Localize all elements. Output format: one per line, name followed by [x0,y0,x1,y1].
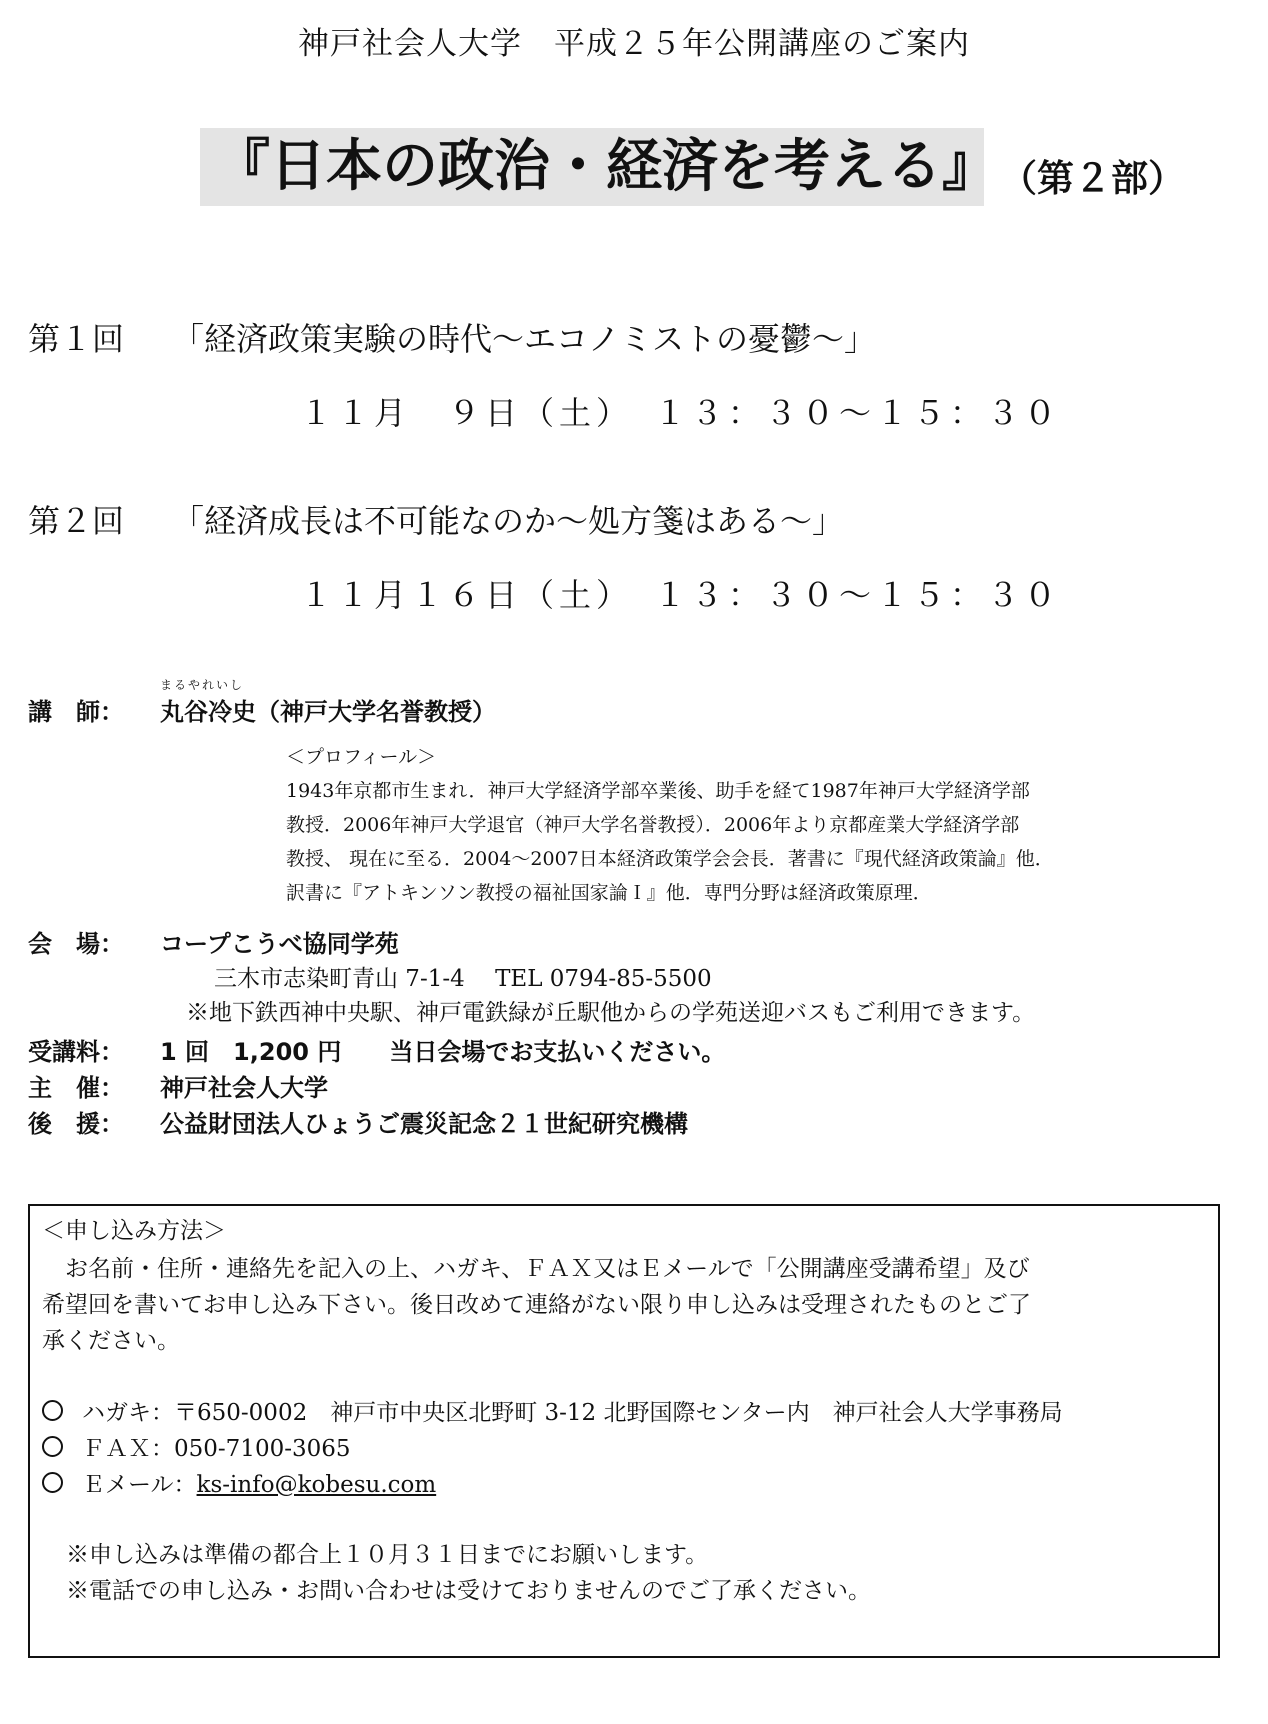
application-body-line: 希望回を書いてお申し込み下さい。後日改めて連絡がない限り申し込みは受理されたものとご了 [42,1292,1031,1318]
session-1-title: 「経済政策実験の時代～エコノミストの憂鬱～」 [172,320,877,358]
lecturer-ruby: まるやれいし [160,678,245,692]
application-body-line: お名前・住所・連絡先を記入の上、ハガキ、ＦＡＸ又はＥメールで「公開講座受講希望」及び [42,1256,1030,1282]
profile-line: 教授、 現在に至る．2004～2007日本経済政策学会会長．著書に『現代経済政策論』他． [286,848,1054,870]
profile-heading: ＜プロフィール＞ [286,746,437,768]
supporter-label: 後 援： [28,1110,124,1138]
session-2-number: 第２回 [28,502,125,540]
email-label: Ｅメール： [82,1472,197,1498]
venue-note: ※地下鉄西神中央駅、神戸電鉄緑が丘駅他からの学苑送迎バスもご利用できます。 [186,1000,1036,1026]
session-1-number: 第１回 [28,320,125,358]
session-2-datetime: １１月１６日（土） １３：３０～１５：３０ [300,576,1062,614]
application-note: ※申し込みは準備の都合上１０月３１日までにお願いします。 [66,1542,709,1568]
profile-line: 1943年京都市生まれ．神戸大学経済学部卒業後、助手を経て1987年神戸大学経済学部 [286,780,1030,802]
venue-name: コープこうべ協同学苑 [160,930,399,958]
sub-title: （第２部） [1000,157,1185,200]
contact-fax: ＦＡＸ：050-7100-3065 [82,1436,351,1462]
session-2-title: 「経済成長は不可能なのか～処方箋はある～」 [172,502,845,540]
contact-email-row [82,1466,436,1499]
lecturer-label: 講 師： [28,698,124,726]
contact-postcard: ハガキ：〒650-0002 神戸市中央区北野町 3-12 北野国際センター内 神戸社会人大学事務局 [82,1400,1063,1426]
circle-bullet-icon [42,1436,63,1457]
profile-line: 訳書に『アトキンソン教授の福祉国家論Ｉ』他．専門分野は経済政策原理． [286,882,932,904]
application-body-line: 承ください。 [42,1328,180,1354]
circle-bullet-icon [42,1400,63,1421]
application-note: ※電話での申し込み・お問い合わせは受けておりませんのでご了承ください。 [66,1578,871,1604]
circle-bullet-icon [42,1472,63,1493]
main-title: 『日本の政治・経済を考える』 [200,128,984,206]
venue-label: 会 場： [28,930,124,958]
fee-value: 1 回 1,200 円 当日会場でお支払いください。 [160,1038,726,1066]
organizer-label: 主 催： [28,1074,124,1102]
supporter-value: 公益財団法人ひょうご震災記念２１世紀研究機構 [160,1110,688,1138]
session-1-datetime: １１月 ９日（土） １３：３０～１５：３０ [300,394,1062,432]
venue-address: 三木市志染町青山 7-1-4 TEL 0794-85-5500 [214,966,712,992]
application-heading: ＜申し込み方法＞ [42,1218,226,1244]
organizer-value: 神戸社会人大学 [160,1074,328,1102]
profile-line: 教授．2006年神戸大学退官（神戸大学名誉教授）．2006年より京都産業大学経済学部 [286,814,1020,836]
fee-label: 受講料： [28,1038,124,1066]
page-header: 神戸社会人大学 平成２５年公開講座のご案内 [298,26,970,62]
lecturer-name: 丸谷冷史（神戸大学名誉教授） [160,698,496,726]
email-link[interactable]: ks-info@kobesu.com [196,1472,437,1498]
